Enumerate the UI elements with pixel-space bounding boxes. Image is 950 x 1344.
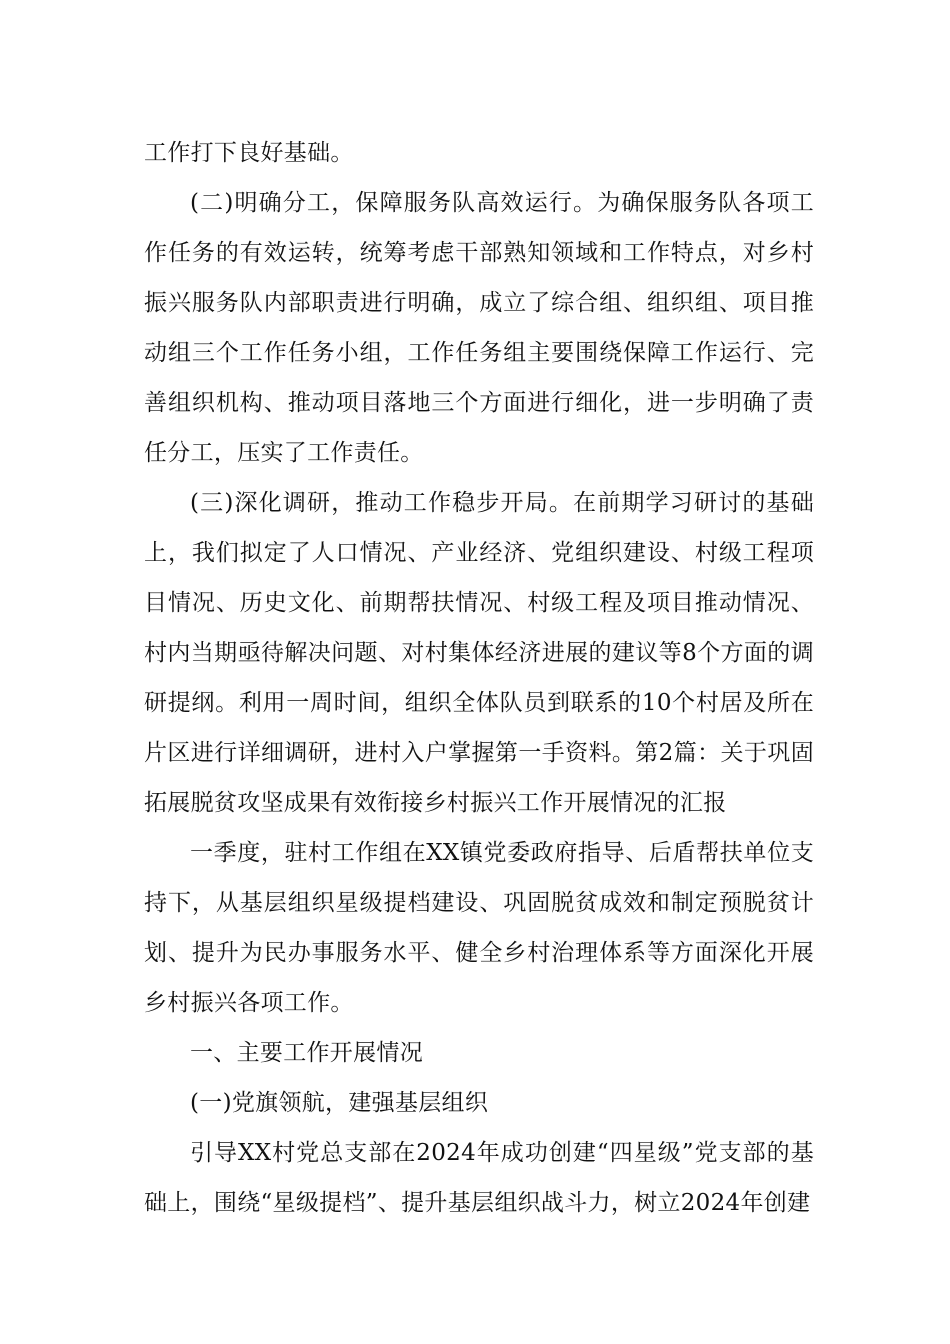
document-body: [144, 128, 814, 1228]
paragraph-guide-party-branch: 引导XX村党总支部在2024年成功创建“四星级”党支部的基础上，围绕“星级提档”、提升基层组织战斗力，树立2024年创建: [144, 1140, 814, 1216]
paragraph-continuation: 工作打下良好基础。: [144, 140, 354, 166]
paragraph-clear-division: (二)明确分工，保障服务队高效运行。为确保服务队各项工作任务的有效运转，统筹考虑干部熟知领域和工作特点，对乡村振兴服务队内部职责进行明确，成立了综合组、组织组、项目推动组三个工作任务小组，工作任务组主要围绕保障工作运行、完善组织机构、推动项目落地三个方面进行细化，进一步明确了责任分工，压实了工作责任。: [144, 190, 814, 466]
paragraph-deepen-research: (三)深化调研，推动工作稳步开局。在前期学习研讨的基础上，我们拟定了人口情况、产业经济、党组织建设、村级工程项目情况、历史文化、前期帮扶情况、村级工程及项目推动情况、村内当期亟待解决问题、对村集体经济进展的建议等8个方面的调研提纲。利用一周时间，组织全体队员到联系的10个村居及所在片区进行详细调研，进村入户掌握第一手资料。第2篇：关于巩固拓展脱贫攻坚成果有效衔接乡村振兴工作开展情况的汇报: [144, 490, 814, 816]
section-heading-main-work: 一、主要工作开展情况: [190, 1040, 423, 1066]
paragraph-first-quarter: 一季度，驻村工作组在XX镇党委政府指导、后盾帮扶单位支持下，从基层组织星级提档建设、巩固脱贫成效和制定预脱贫计划、提升为民办事服务水平、健全乡村治理体系等方面深化开展乡村振兴各项工作。: [144, 840, 814, 1016]
subsection-heading-party-flag: (一)党旗领航，建强基层组织: [190, 1090, 489, 1116]
